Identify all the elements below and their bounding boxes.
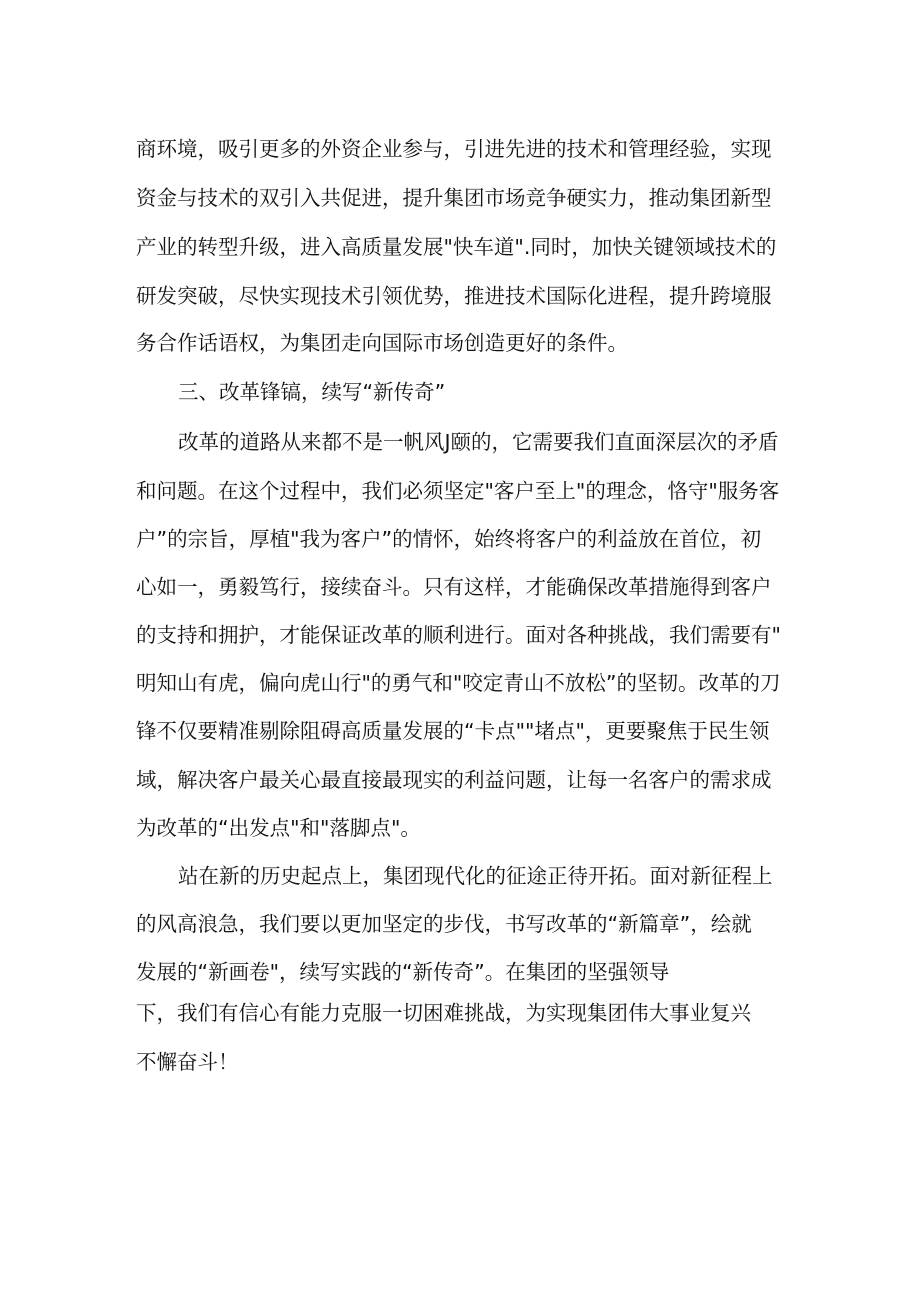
text-line-5: 务合作话语权，为集团走向国际市场创造更好的条件。 [136,331,628,355]
text-line-3: 产业的转型升级，进入高质量发展"快车道".同时，加快关键领域技术的 [136,235,777,259]
text-line-10: 心如一，勇毅笃行，接续奋斗。只有这样，才能确保改革措施得到客户 [136,575,772,599]
text-line-11: 的支持和拥护，才能保证改革的顺利进行。面对各种挑战，我们需要有" [136,623,781,647]
text-line-1: 商环境，吸引更多的外资企业参与，引进先进的技术和管理经验，实现 [136,137,772,161]
text-line-15: 为改革的“出发点"和"落脚点"。 [136,816,421,840]
text-line-20: 不懈奋斗！ [136,1050,239,1074]
text-line-17: 的风高浪急，我们要以更加坚定的步伐，书写改革的“新篇章”，绘就 [136,912,752,936]
text-line-19: 下，我们有信心有能力克服一切困难挑战，为实现集团伟大事业复兴 [136,1001,751,1025]
text-line-7: 改革的道路从来都不是一帆风J颐的，它需要我们直面深层次的矛盾 [178,430,779,454]
text-line-13: 锋不仅要精准剔除阻碍高质量发展的“卡点""堵点"，更要聚焦于民生领 [136,719,770,743]
text-line-8: 和问题。在这个过程中，我们必须坚定"客户至上"的理念，恪守"服务客 [136,479,780,503]
section-heading: 三、改革锋镐，续写“新传奇” [178,380,446,404]
text-line-9: 户”的宗旨，厚植"我为客户”的情怀，始终将客户的利益放在首位，初 [136,527,762,551]
text-line-16: 站在新的历史起点上，集团现代化的征途正待开拓。面对新征程上 [178,864,773,888]
text-line-18: 发展的“新画卷"，续写实践的“新传奇”。在集团的坚强领导 [136,960,670,984]
text-line-4: 研发突破，尽快实现技术引领优势，推进技术国际化进程，提升跨境服 [136,284,772,308]
text-line-12: 明知山有虎，偏向虎山行"的勇气和"咬定青山不放松”的坚韧。改革的刀 [136,671,781,695]
text-line-2: 资金与技术的双引入共促进，提升集团市场竞争硬实力，推动集团新型 [136,186,772,210]
text-line-14: 域，解决客户最关心最直接最现实的利益问题，让每一名客户的需求成 [136,768,772,792]
